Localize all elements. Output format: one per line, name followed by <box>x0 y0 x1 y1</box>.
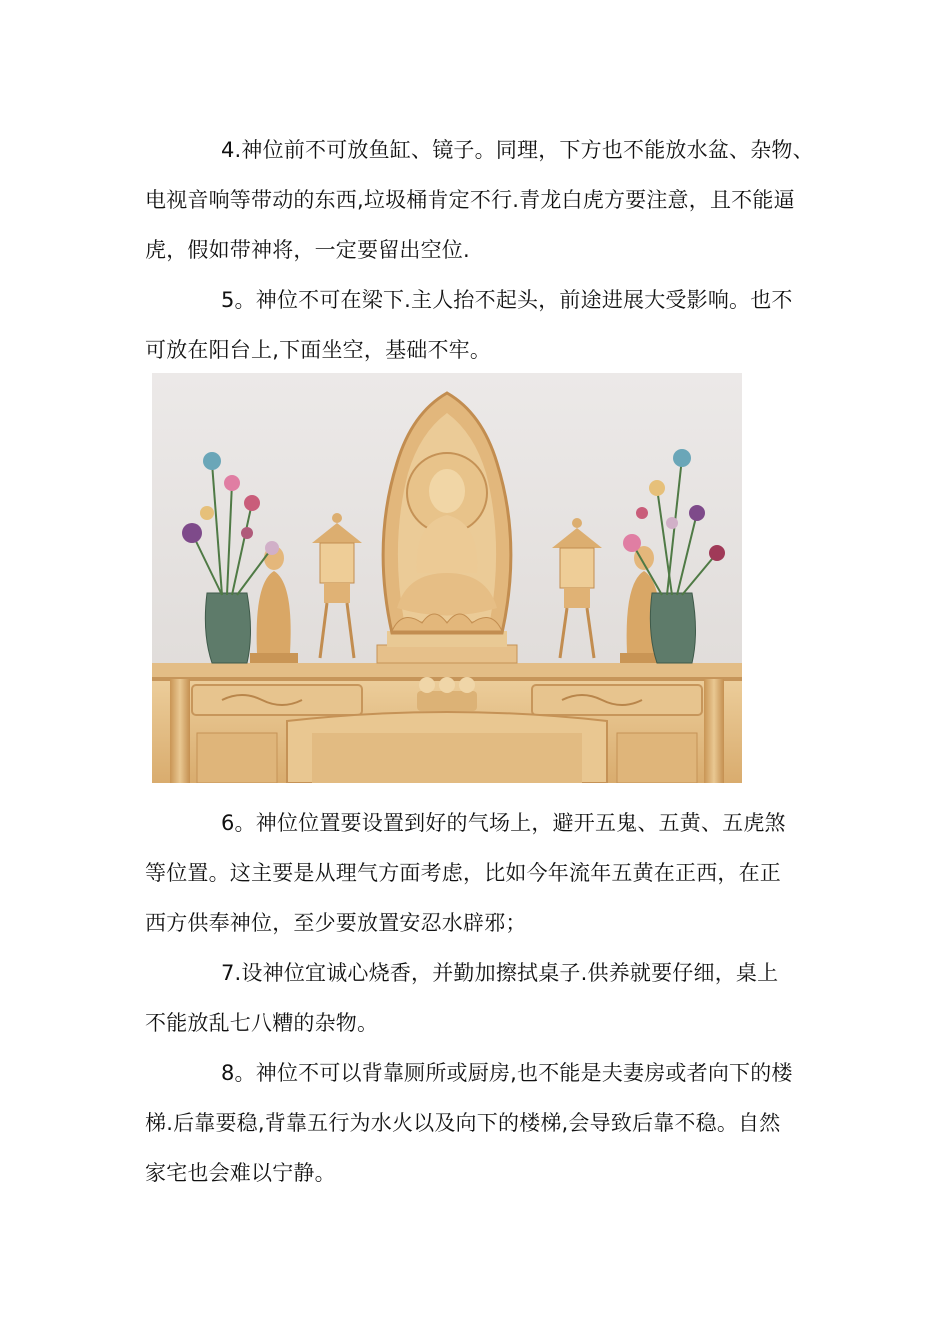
paragraph-8-line-3: 家宅也会难以宁静。 <box>145 1161 336 1185</box>
paragraph-7-line-2: 不能放乱七八糟的杂物。 <box>145 1011 379 1035</box>
altar-photo <box>152 373 742 783</box>
paragraph-4-line-2: 电视音响等带动的东西,垃圾桶肯定不行.青龙白虎方要注意，且不能逼 <box>145 188 795 212</box>
paragraph-8-line-2: 梯.后靠要稳,背靠五行为水火以及向下的楼梯,会导致后靠不稳。自然 <box>145 1111 781 1135</box>
paragraph-8-line-1: 8。神位不可以背靠厕所或厨房,也不能是夫妻房或者向下的楼 <box>221 1061 793 1085</box>
paragraph-4-line-1: 4.神位前不可放鱼缸、镜子。同理，下方也不能放水盆、杂物、 <box>221 138 814 162</box>
paragraph-7-line-1: 7.设神位宜诚心烧香，并勤加擦拭桌子.供养就要仔细，桌上 <box>221 961 779 985</box>
paragraph-4-line-3: 虎，假如带神将，一定要留出空位. <box>145 238 470 262</box>
paragraph-6-line-1: 6。神位位置要设置到好的气场上，避开五鬼、五黄、五虎煞 <box>221 811 786 835</box>
paragraph-5-line-2: 可放在阳台上,下面坐空，基础不牢。 <box>145 338 492 362</box>
paragraph-6-line-2: 等位置。这主要是从理气方面考虑，比如今年流年五黄在正西，在正 <box>145 861 781 885</box>
paragraph-6-line-3: 西方供奉神位，至少要放置安忍水辟邪； <box>145 911 527 935</box>
altar-illustration <box>152 373 742 783</box>
paragraph-5-line-1: 5。神位不可在梁下.主人抬不起头，前途进展大受影响。也不 <box>221 288 793 312</box>
